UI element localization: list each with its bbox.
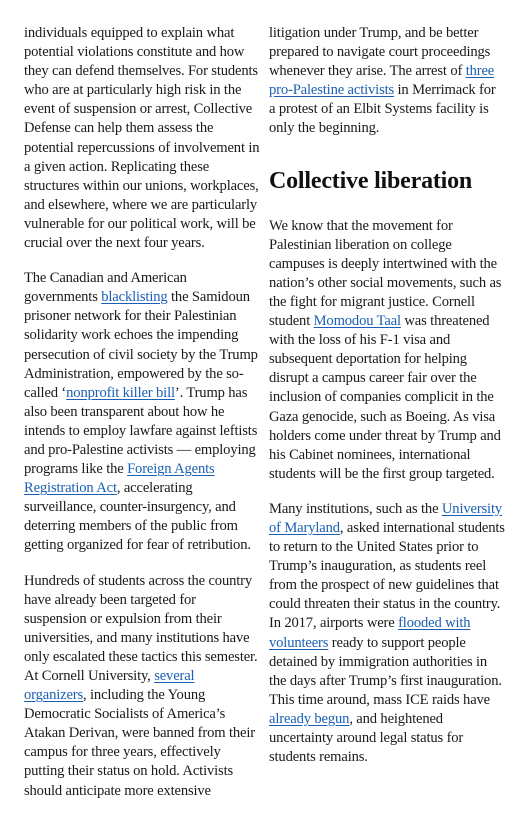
- link-three-pro-palestine-activists[interactable]: three pro-Palestine activists: [269, 63, 495, 99]
- link-flooded-with-volunteers[interactable]: flooded with volunteers: [269, 615, 471, 651]
- paragraph-text: was threatened with the loss of his F-1 visa and subsequent deportation for helping disrupt a campus career fair over the inclusion of companies complicit in the Gaza genocide, such as Boeing. As visa holders come under threat by Trump and his Cabinet nominees, international students will be the first group targeted.: [269, 313, 501, 482]
- paragraph-text: the Samidoun prisoner network for their Palestinian solidarity work echoes the impending persecution of civil society by the Trump Administration, empowered by the so-called ‘: [24, 289, 258, 401]
- paragraph-text: Many institutions, such as the: [269, 500, 442, 517]
- paragraph-text: , and heightened uncertainty around legal status for students remains.: [269, 710, 464, 766]
- paragraph-text: in Merrimack for a protest of an Elbit Systems facility is only the beginning.: [269, 82, 496, 137]
- paragraph-text: Hundreds of students across the country have already been targeted for suspension or expulsion from their universities, and many institutions have only escalated these tactics this semester. At Cornell University,: [24, 572, 258, 684]
- paragraph-litigation: [269, 24, 505, 139]
- paragraph-text: , accelerating surveillance, counter-insurgency, and deterring members of the public from getting organized for fear of retribution.: [24, 480, 251, 554]
- paragraph-text: , asked international students to return to the United States prior to Trump’s inauguration, as students reel from the prospect of new guidelines that could threaten their status in the country. In 2017, airports were: [269, 519, 505, 632]
- link-nonprofit-killer-bill[interactable]: nonprofit killer bill: [66, 384, 175, 401]
- link-university-of-maryland[interactable]: University of Maryland: [269, 500, 503, 536]
- link-blacklisting[interactable]: blacklisting: [101, 289, 168, 306]
- paragraph-text: ready to support people detained by immigration authorities in the days after Trump’s first inauguration. This time around, mass ICE raids have: [269, 634, 502, 708]
- right-column: [269, 24, 505, 783]
- link-several-organizers[interactable]: several organizers: [24, 668, 195, 704]
- paragraph-text: individuals equipped to explain what potential violations constitute and how they can defend themselves. For students who are at particularly high risk in the event of suspension or arrest, Collective Defense can help them assess the potential repercussions of involvement in a given action. Replicating these structures within our unions, workplaces, and elsewhere, where we are particularly vulnerable for our political work, will be crucial over the next four years.: [24, 25, 260, 252]
- paragraph-text: litigation under Trump, and be better prepared to navigate court proceedings whenever they arise. The arrest of: [269, 25, 491, 80]
- paragraph-movement-intertwined: [269, 217, 505, 484]
- paragraph-government-persecution: [24, 269, 260, 555]
- paragraph-text: ’. Trump has also been transparent about how he intends to employ lawfare against leftists and pro-Palestine activists — employing programs like the: [24, 384, 258, 478]
- link-already-begun[interactable]: already begun: [269, 710, 350, 727]
- paragraph-text: The Canadian and American governments: [24, 270, 187, 306]
- left-column: [24, 24, 260, 817]
- paragraph-student-suspensions: [24, 572, 260, 801]
- paragraph-collective-defense: [24, 24, 260, 253]
- paragraph-text: We know that the movement for Palestinian liberation on college campuses is deeply intertwined with the nation’s other social movements, such as the fight for migrant justice. Cornell student: [269, 217, 502, 330]
- section-heading: Collective liberation: [269, 167, 473, 194]
- paragraph-text: , including the Young Democratic Socialists of America’s Atakan Derivan, were banned from their campus for three years, effectively putting their status on hold. Activists should anticipate more extensive: [24, 687, 255, 799]
- paragraph-international-students: [269, 500, 505, 767]
- link-momodou-taal[interactable]: Momodou Taal: [313, 313, 401, 330]
- link-foreign-agents-registration-act[interactable]: Foreign Agents Registration Act: [24, 461, 215, 497]
